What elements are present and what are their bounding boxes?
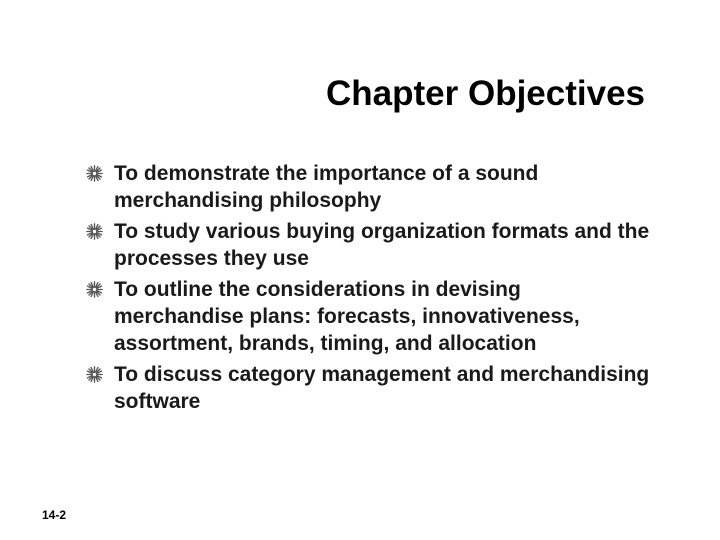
asterisk-star-icon — [86, 281, 103, 298]
bullet-text: To outline the considerations in devising merchandise plans: forecasts, innovativeness, assortment, brands, timing, and allocation — [114, 278, 580, 355]
bullet-text: To study various buying organization formats and the processes they use — [114, 220, 650, 270]
list-item — [0, 218, 654, 272]
asterisk-star-icon — [86, 165, 103, 182]
bullet-text: To discuss category management and merchandising software — [114, 363, 650, 413]
list-item — [0, 361, 654, 415]
asterisk-star-icon — [86, 366, 103, 383]
asterisk-star-icon — [86, 223, 103, 240]
list-item — [0, 160, 654, 214]
objectives-list — [0, 160, 720, 419]
slide-title: Chapter Objectives — [326, 74, 645, 113]
list-item — [0, 276, 654, 357]
page-label: 14-2 — [42, 508, 67, 522]
bullet-text: To demonstrate the importance of a sound merchandising philosophy — [114, 162, 539, 212]
